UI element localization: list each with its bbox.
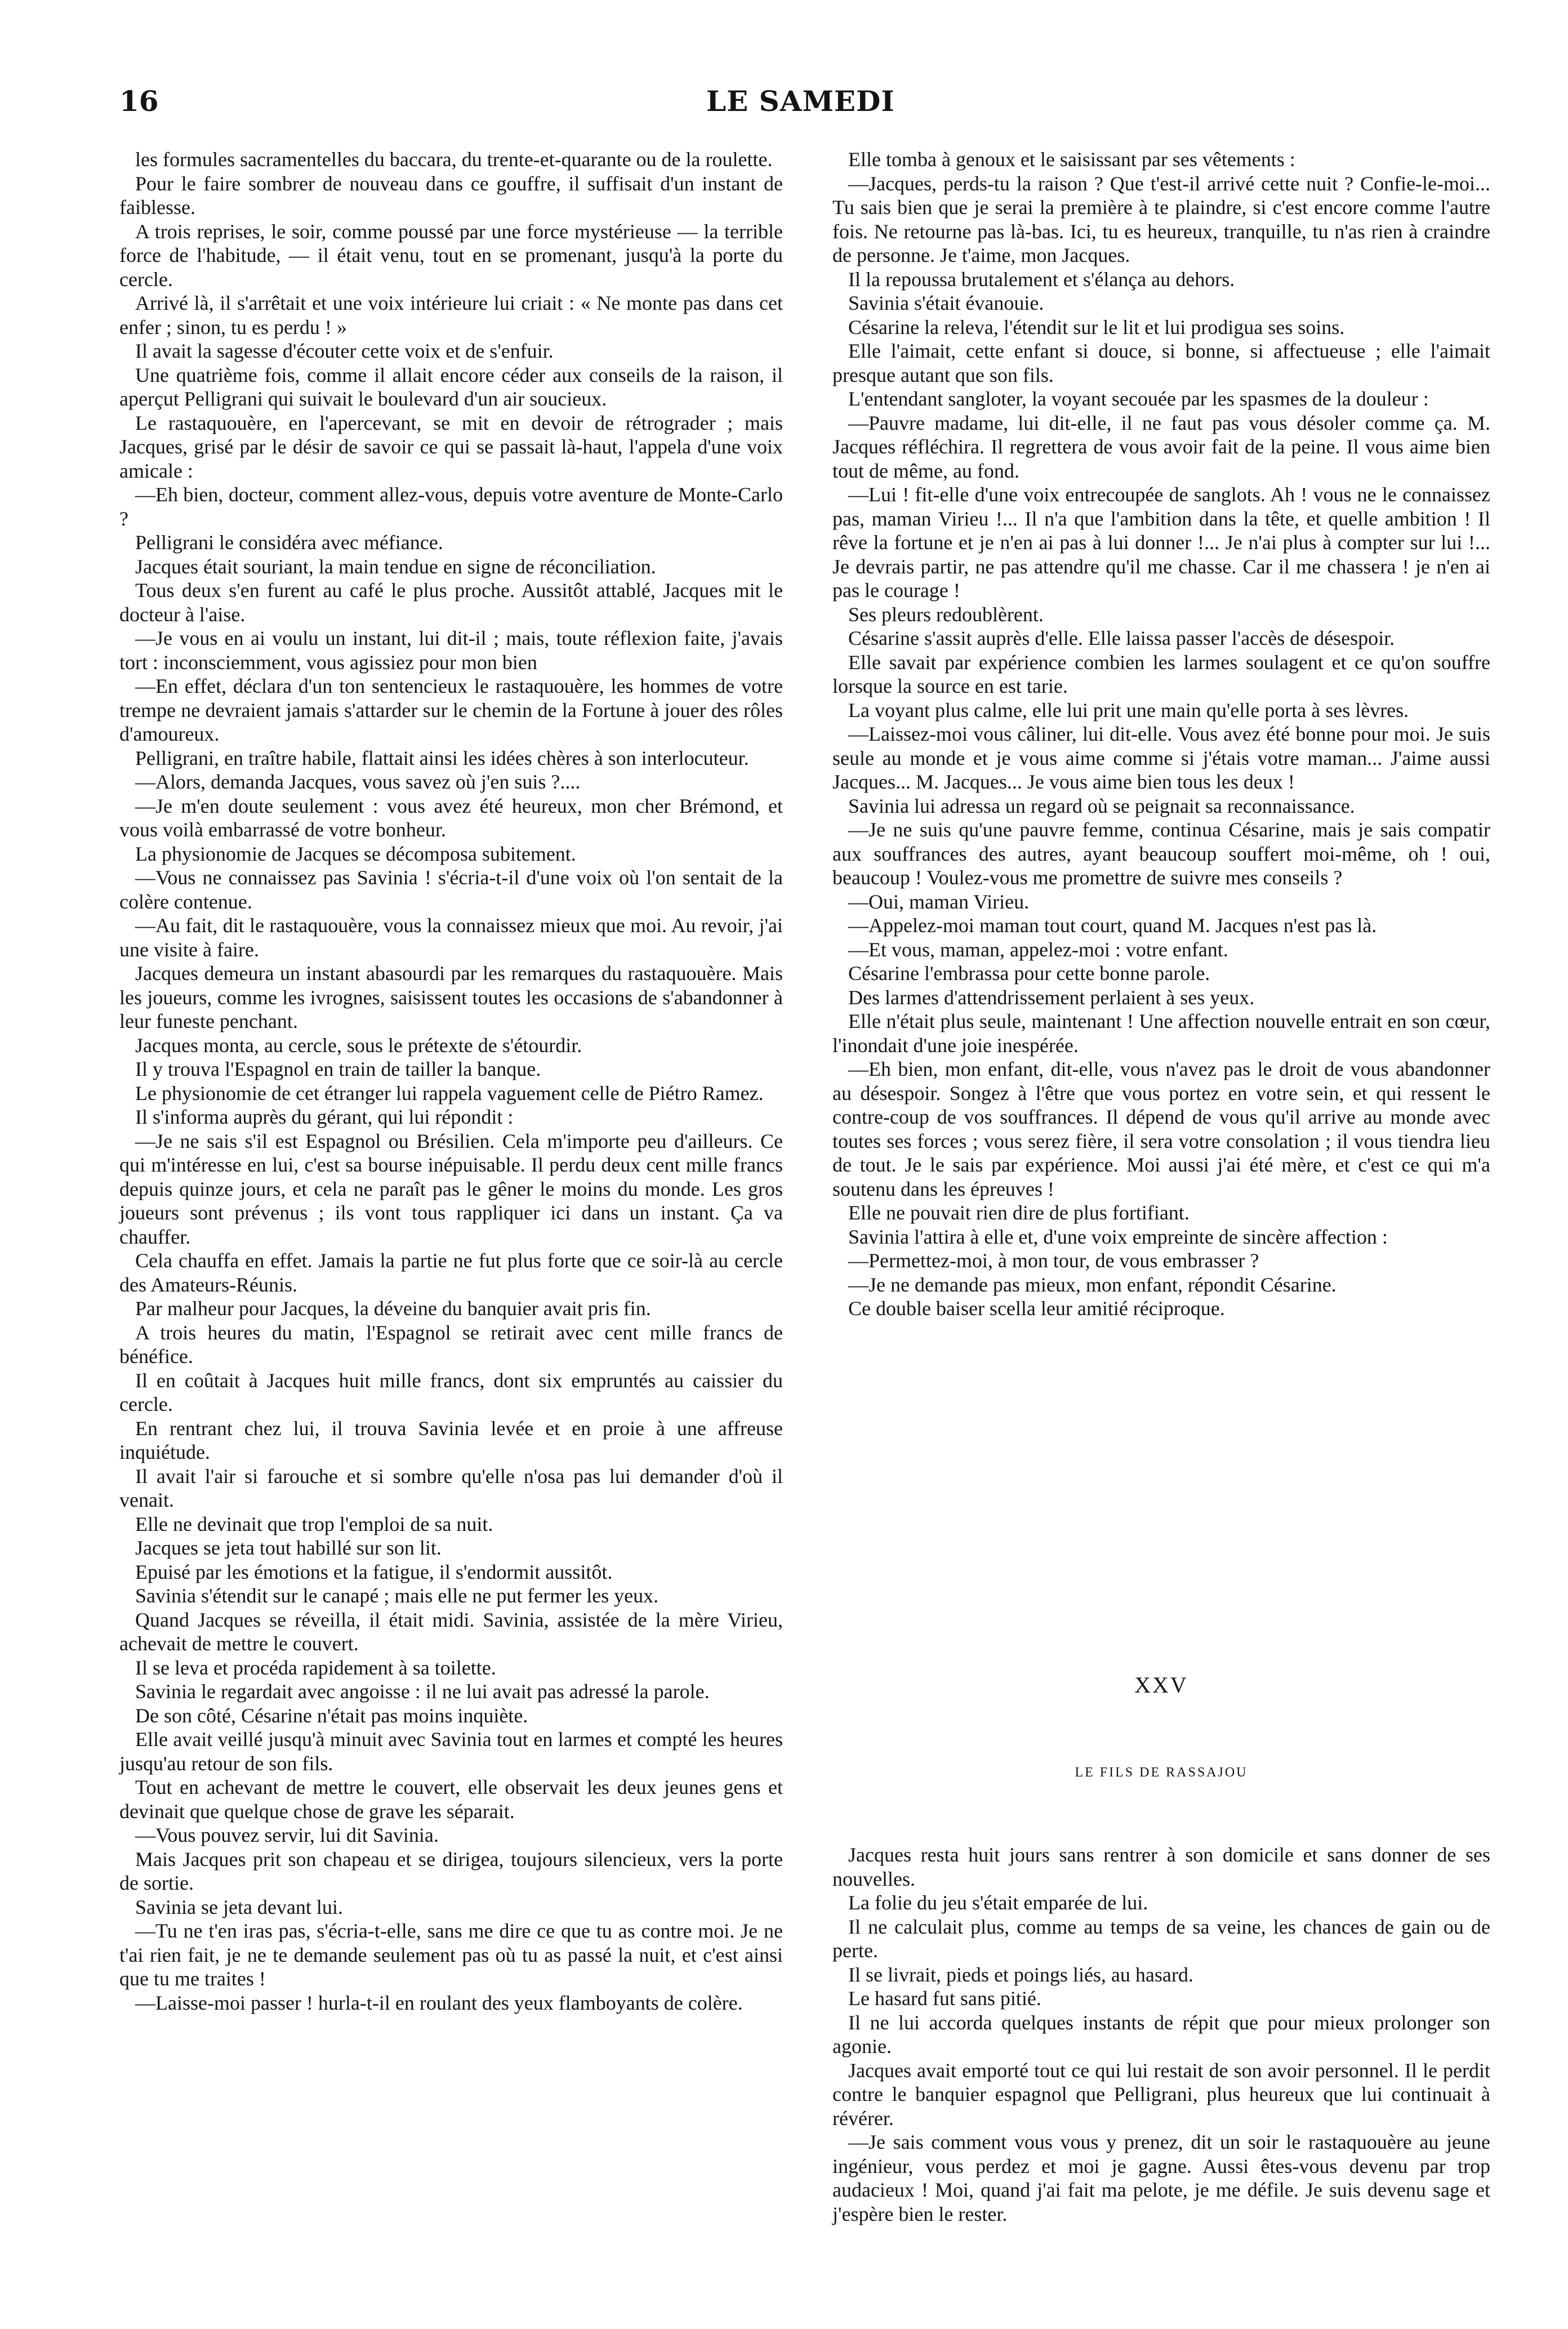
paragraph: Ses pleurs redoublèrent. — [848, 603, 1044, 626]
paragraph: —Laissez-moi vous câliner, lui dit-elle. Vous avez été bonne pour moi. Je suis seule au monde et je vous aime comme si j'étais votre maman... J'aime aussi Jacques... M. Jacques... Je vous aime bien tous les deux ! — [832, 723, 1490, 793]
paragraph: Il s'informa auprès du gérant, qui lui répondit : — [135, 1106, 514, 1128]
paragraph: Jacques se jeta tout habillé sur son lit. — [135, 1537, 442, 1559]
paragraph: Il ne lui accorda quelques instants de répit que pour mieux prolonger son agonie. — [832, 2011, 1490, 2058]
paragraph: Il avait l'air si farouche et si sombre qu'elle n'osa pas lui demander d'où il venait. — [119, 1464, 783, 1511]
left-column — [119, 148, 783, 2015]
paragraph: Il se livrait, pieds et poings liés, au hasard. — [848, 1963, 1193, 1986]
paragraph: Le physionomie de cet étranger lui rappela vaguement celle de Piétro Ramez. — [135, 1081, 764, 1105]
paragraph: La folie du jeu s'était emparée de lui. — [848, 1891, 1148, 1914]
paragraph: Jacques avait emporté tout ce qui lui restait de son avoir personnel. Il le perdit contre le banquier espagnol que Pelligrani, plus heureux que lui continuait à révérer. — [832, 2059, 1490, 2130]
paragraph: Savinia l'attira à elle et, d'une voix empreinte de sincère affection : — [848, 1225, 1388, 1248]
paragraph: Tout en achevant de mettre le couvert, elle observait les deux jeunes gens et devinait que quelque chose de grave les séparait. — [119, 1776, 783, 1823]
right-column — [832, 148, 1490, 1321]
paragraph: Pelligrani le considéra avec méfiance. — [135, 531, 443, 554]
paragraph: —Vous pouvez servir, lui dit Savinia. — [135, 1824, 439, 1846]
right-column-after-chapter — [832, 1843, 1490, 2226]
paragraph: —Permettez-moi, à mon tour, de vous embrasser ? — [848, 1249, 1259, 1272]
paragraph: —Pauvre madame, lui dit-elle, il ne faut pas vous désoler comme ça. M. Jacques réfléchira. Il regrettera de vous avoir fait de la peine. Il vous aime bien tout de même, au fond. — [832, 411, 1490, 482]
chapter-number: XXV — [1134, 1672, 1188, 1698]
paragraph: —Je ne sais s'il est Espagnol ou Brésilien. Cela m'importe peu d'ailleurs. Ce qui m'intéresse en lui, c'est sa bourse inépuisable. Il perdu deux cent mille francs depuis quinze jours, et cela ne paraît pas le gêner le moins du monde. Les gros joueurs sont prévenus ; ils vont tous rappliquer ici dans un instant. Ça va chauffer. — [119, 1129, 783, 1248]
paragraph: Jacques demeura un instant abasourdi par les remarques du rastaquouère. Mais les joueurs, comme les ivrognes, saisissent toutes les occasions de s'abandonner à leur funeste penchant. — [119, 962, 783, 1032]
paragraph: Elle savait par expérience combien les larmes soulagent et ce qu'on souffre lorsque la source en est tarie. — [832, 651, 1490, 697]
paragraph: Une quatrième fois, comme il allait encore céder aux conseils de la raison, il aperçut Pelligrani qui suivait le boulevard d'un air soucieux. — [119, 363, 783, 410]
paragraph: Jacques monta, au cercle, sous le prétexte de s'étourdir. — [135, 1034, 582, 1057]
paragraph: Césarine s'assit auprès d'elle. Elle laissa passer l'accès de désespoir. — [848, 627, 1395, 649]
paragraph: les formules sacramentelles du baccara, du trente-et-quarante ou de la roulette. — [135, 148, 773, 171]
paragraph: —En effet, déclara d'un ton sentencieux le rastaquouère, les hommes de votre trempe ne devraient jamais s'attarder sur le chemin de la Fortune à jouer des rôles d'amoureux. — [119, 675, 783, 745]
paragraph: Jacques était souriant, la main tendue en signe de réconciliation. — [135, 555, 656, 578]
paragraph: —Jacques, perds-tu la raison ? Que t'est-il arrivé cette nuit ? Confie-le-moi... Tu sais bien que je serai la première à te plaindre, si c'est encore comme l'autre fois. Ne retourne pas là-bas. Ici, tu es heureux, tranquille, tu n'as rien à craindre de personne. Je t'aime, mon Jacques. — [832, 172, 1490, 266]
paragraph: Il se leva et procéda rapidement à sa toilette. — [135, 1656, 496, 1679]
paragraph: Elle tomba à genoux et le saisissant par ses vêtements : — [848, 148, 1295, 171]
paragraph: Tous deux s'en furent au café le plus proche. Aussitôt attablé, Jacques mit le docteur à l'aise. — [119, 579, 783, 626]
page-number: 16 — [119, 84, 159, 118]
paragraph: Savinia lui adressa un regard où se peignait sa reconnaissance. — [848, 794, 1355, 817]
paragraph: Elle ne devinait que trop l'emploi de sa nuit. — [135, 1512, 493, 1535]
paragraph: Savinia le regardait avec angoisse : il ne lui avait pas adressé la parole. — [135, 1680, 710, 1703]
paragraph: Par malheur pour Jacques, la déveine du banquier avait pris fin. — [135, 1297, 651, 1320]
paragraph: —Au fait, dit le rastaquouère, vous la connaissez mieux que moi. Au revoir, j'ai une visite à faire. — [119, 914, 783, 961]
paragraph: Cela chauffa en effet. Jamais la partie ne fut plus forte que ce soir-là au cercle des Amateurs-Réunis. — [119, 1249, 783, 1296]
paragraph: Epuisé par les émotions et la fatigue, il s'endormit aussitôt. — [135, 1560, 613, 1583]
paragraph: En rentrant chez lui, il trouva Savinia levée et en proie à une affreuse inquiétude. — [119, 1417, 783, 1463]
paragraph: —Tu ne t'en iras pas, s'écria-t-elle, sans me dire ce que tu as contre moi. Je ne t'ai rien fait, je ne te demande seulement pas où tu as passé la nuit, et c'est ainsi que tu me traites ! — [119, 1920, 783, 1990]
paragraph: —Eh bien, mon enfant, dit-elle, vous n'avez pas le droit de vous abandonner au désespoir. Songez à l'être que vous portez en votre sein, et qui ressent le contre-coup de vos souffrances. Il dépend de vous qu'il arrive au monde avec toutes ses forces ; vous serez fière, il sera votre consolation ; il vous tiendra lieu de tout. Je le sais par expérience. Moi aussi j'ai été mère, et c'est ce qui m'a soutenu dans les épreuves ! — [832, 1058, 1490, 1200]
paragraph: Jacques resta huit jours sans rentrer à son domicile et sans donner de ses nouvelles. — [832, 1843, 1490, 1890]
paragraph: Il la repoussa brutalement et s'élança au dehors. — [848, 268, 1235, 291]
paragraph: —Et vous, maman, appelez-moi : votre enfant. — [848, 938, 1228, 961]
paragraph: L'entendant sangloter, la voyant secouée par les spasmes de la douleur : — [848, 388, 1429, 410]
paragraph: Il avait la sagesse d'écouter cette voix et de s'enfuir. — [135, 340, 554, 362]
paragraph: —Je sais comment vous vous y prenez, dit un soir le rastaquouère au jeune ingénieur, vous perdez et moi je gagne. Aussi êtes-vous devenu par trop audacieux ! Moi, quand j'ai fait ma pelote, je me défile. Je suis devenu sage et j'espère bien le rester. — [832, 2131, 1490, 2225]
paragraph: Arrivé là, il s'arrêtait et une voix intérieure lui criait : « Ne monte pas dans cet enfer ; sinon, tu es perdu ! » — [119, 292, 783, 339]
paragraph: De son côté, Césarine n'était pas moins inquiète. — [135, 1704, 528, 1727]
paragraph: La voyant plus calme, elle lui prit une main qu'elle porta à ses lèvres. — [848, 698, 1409, 722]
chapter-title: LE FILS DE RASSAJOU — [1075, 1765, 1248, 1780]
paragraph: —Laisse-moi passer ! hurla-t-il en roulant des yeux flamboyants de colère. — [135, 1991, 743, 2014]
paragraph: A trois heures du matin, l'Espagnol se retirait avec cent mille francs de bénéfice. — [119, 1321, 783, 1368]
paragraph: Elle avait veillé jusqu'à minuit avec Savinia tout en larmes et compté les heures jusqu'au retour de son fils. — [119, 1728, 783, 1775]
paragraph: —Je m'en doute seulement : vous avez été heureux, mon cher Brémond, et vous voilà embarrassé de votre bonheur. — [119, 794, 783, 841]
running-title: LE SAMEDI — [706, 84, 895, 118]
paragraph: Le rastaquouère, en l'apercevant, se mit en devoir de rétrograder ; mais Jacques, grisé par le désir de savoir ce qui se passait là-haut, l'appela d'une voix amicale : — [119, 411, 783, 482]
paragraph: —Appelez-moi maman tout court, quand M. Jacques n'est pas là. — [848, 914, 1377, 937]
paragraph: A trois reprises, le soir, comme poussé par une force mystérieuse — la terrible force de l'habitude, — il était venu, tout en se promenant, jusqu'à la porte du cercle. — [119, 220, 783, 291]
paragraph: Quand Jacques se réveilla, il était midi. Savinia, assistée de la mère Virieu, achevait de mettre le couvert. — [119, 1608, 783, 1655]
paragraph: —Eh bien, docteur, comment allez-vous, depuis votre aventure de Monte-Carlo ? — [119, 483, 783, 530]
paragraph: Pour le faire sombrer de nouveau dans ce gouffre, il suffisait d'un instant de faiblesse. — [119, 172, 783, 219]
paragraph: Mais Jacques prit son chapeau et se dirigea, toujours silencieux, vers la porte de sortie. — [119, 1847, 783, 1894]
paragraph: —Alors, demanda Jacques, vous savez où j'en suis ?.... — [135, 771, 581, 793]
paragraph: Savinia se jeta devant lui. — [135, 1895, 343, 1918]
paragraph: Elle n'était plus seule, maintenant ! Une affection nouvelle entrait en son cœur, l'inondait d'une joie inespérée. — [832, 1010, 1490, 1057]
paragraph: —Je vous en ai voulu un instant, lui dit-il ; mais, toute réflexion faite, j'avais tort : inconsciemment, vous agissiez pour mon bien — [119, 627, 783, 674]
paragraph: —Je ne demande pas mieux, mon enfant, répondit Césarine. — [848, 1273, 1337, 1296]
paragraph: Pelligrani, en traître habile, flattait ainsi les idées chères à son interlocuteur. — [135, 746, 749, 769]
paragraph: —Vous ne connaissez pas Savinia ! s'écria-t-il d'une voix où l'on sentait de la colère contenue. — [119, 866, 783, 913]
paragraph: Césarine l'embrassa pour cette bonne parole. — [848, 962, 1210, 985]
paragraph: Césarine la releva, l'étendit sur le lit et lui prodigua ses soins. — [848, 315, 1345, 339]
paragraph: Elle l'aimait, cette enfant si douce, si bonne, si affectueuse ; elle l'aimait presque autant que son fils. — [832, 340, 1490, 386]
paragraph: —Lui ! fit-elle d'une voix entrecoupée de sanglots. Ah ! vous ne le connaissez pas, maman Virieu !... Il n'a que l'ambition dans la tête, et quelle ambition ! Il rêve la fortune et je n'en ai pas à lui donner !... Je n'ai plus à compter sur lui !... Je devrais partir, ne pas attendre qu'il me chasse. Car il me chassera ! je n'en ai pas le courage ! — [832, 483, 1490, 602]
paragraph: Il ne calculait plus, comme au temps de sa veine, les chances de gain ou de perte. — [832, 1915, 1490, 1962]
paragraph: —Je ne suis qu'une pauvre femme, continua Césarine, mais je sais compatir aux souffrances des autres, ayant beaucoup souffert moi-même, oh ! oui, beaucoup ! Voulez-vous me promettre de suivre mes conseils ? — [832, 818, 1490, 889]
paragraph: Des larmes d'attendrissement perlaient à ses yeux. — [848, 986, 1255, 1009]
paragraph: Savinia s'étendit sur le canapé ; mais elle ne put fermer les yeux. — [135, 1584, 659, 1607]
paragraph: Savinia s'était évanouie. — [848, 292, 1044, 314]
paragraph: Il en coûtait à Jacques huit mille francs, dont six empruntés au caissier du cercle. — [119, 1369, 783, 1415]
paragraph: Elle ne pouvait rien dire de plus fortifiant. — [848, 1201, 1190, 1224]
paragraph: Il y trouva l'Espagnol en train de tailler la banque. — [135, 1058, 541, 1080]
paragraph: La physionomie de Jacques se décomposa subitement. — [135, 842, 576, 865]
paragraph: Le hasard fut sans pitié. — [848, 1987, 1041, 2010]
paragraph: —Oui, maman Virieu. — [848, 890, 1030, 913]
paragraph: Ce double baiser scella leur amitié réciproque. — [848, 1297, 1225, 1320]
